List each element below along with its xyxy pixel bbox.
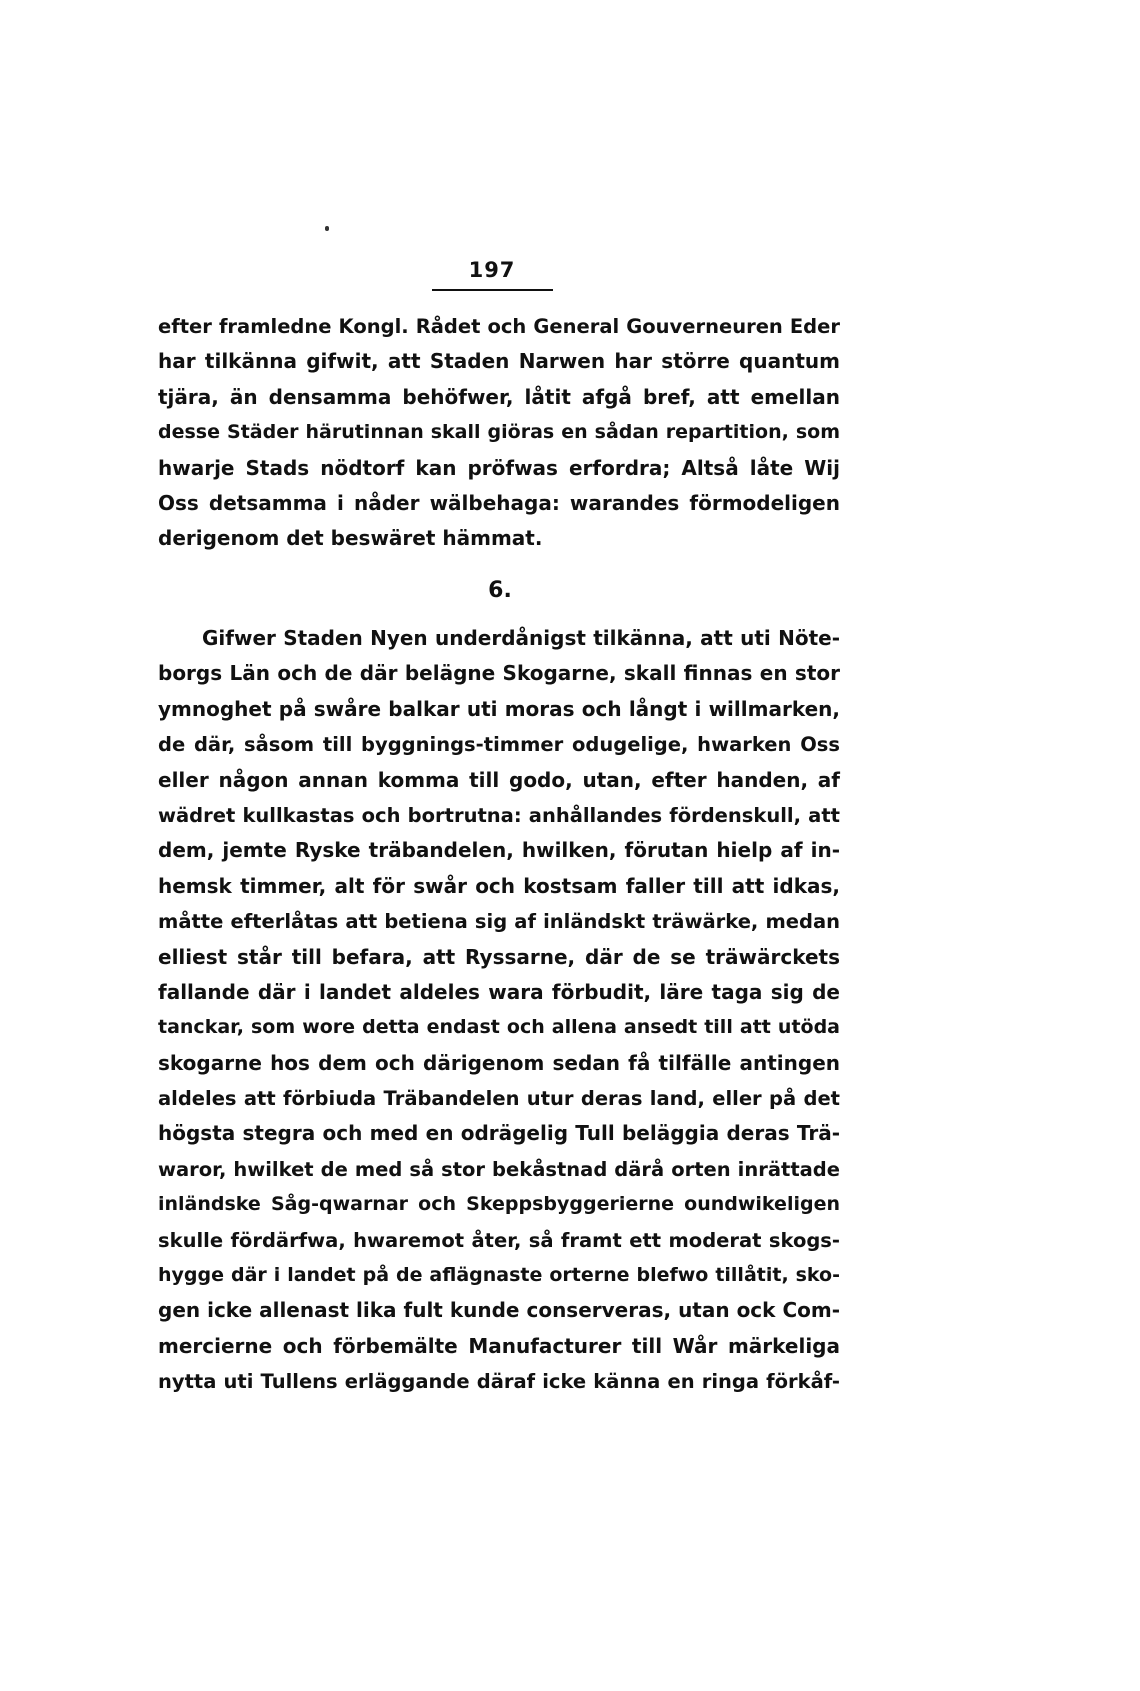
paragraph-2 <box>158 621 840 1400</box>
text-line: de där, såsom till byggnings-timmer odugelige, hwarken Oss <box>158 733 840 757</box>
text-line: elliest står till befara, att Ryssarne, där de se träwärckets <box>158 944 840 969</box>
text-line: inländske Såg-qwarnar och Skeppsbyggerierne oundwikeligen <box>158 1193 840 1216</box>
text-line: högsta stegra och med en odrägelig Tull beläggia deras Trä- <box>158 1121 840 1146</box>
text-line: aldeles att förbiuda Träbandelen utur deras land, eller på det <box>158 1087 840 1111</box>
text-line: har tilkänna gifwit, att Staden Narwen har större quantum <box>158 349 840 374</box>
text-line: skogarne hos dem och därigenom sedan få tilfälle antingen <box>158 1050 840 1075</box>
text-line: gen icke allenast lika fult kunde conserveras, utan ock Com- <box>158 1298 840 1323</box>
ink-speck <box>325 226 329 231</box>
text-line: waror, hwilket de med så stor bekåstnad därå orten inrättade <box>158 1157 840 1181</box>
text-line: skulle fördärfwa, hwaremot åter, så framt ett moderat skogs- <box>158 1228 840 1252</box>
text-line: borgs Län och de där belägne Skogarne, skall finnas en stor <box>158 661 840 686</box>
text-line: dem, jemte Ryske träbandelen, hwilken, förutan hielp af in- <box>158 838 840 863</box>
text-line: hwarje Stads nödtorf kan pröfwas erfordra; Altså låte Wij <box>158 455 840 480</box>
text-line: desse Städer härutinnan skall giöras en sådan repartition, som <box>158 421 840 444</box>
text-line: hemsk timmer, alt för swår och kostsam faller till att idkas, <box>158 873 840 898</box>
text-line: tanckar, som wore detta endast och allena ansedt till att utöda <box>158 1016 840 1039</box>
text-line: fallande där i landet aldeles wara förbudit, läre taga sig de <box>158 979 840 1004</box>
text-line: hygge där i landet på de aflägnaste orterne blefwo tillåtit, sko- <box>158 1264 840 1287</box>
text-line: nytta uti Tullens erläggande däraf icke känna en ringa förkåf- <box>158 1370 840 1394</box>
text-line: Oss detsamma i nåder wälbehaga: warandes förmodeligen <box>158 490 840 515</box>
text-line: Gifwer Staden Nyen underdånigst tilkänna, att uti Nöte- <box>202 626 840 650</box>
paragraph-1 <box>158 309 840 557</box>
text-line: derigenom det beswäret hämmat. <box>158 526 543 551</box>
text-line: eller någon annan komma till godo, utan, efter handen, af <box>158 767 840 792</box>
text-line: wädret kullkastas och bortrutna: anhållandes fördenskull, att <box>158 803 840 827</box>
page-number-rule <box>432 289 553 291</box>
section-number: 6. <box>488 578 512 603</box>
page-number: 197 <box>468 258 516 282</box>
text-line: efter framledne Kongl. Rådet och General Gouverneuren Eder <box>158 315 840 338</box>
text-line: ymnoghet på swåre balkar uti moras och långt i willmarken, <box>158 696 840 721</box>
text-line: tjära, än densamma behöfwer, låtit afgå bref, att emellan <box>158 384 840 409</box>
text-line: måtte efterlåtas att betiena sig af inländskt träwärke, medan <box>158 910 840 934</box>
text-line: mercierne och förbemälte Manufacturer till Wår märkeliga <box>158 1333 840 1358</box>
